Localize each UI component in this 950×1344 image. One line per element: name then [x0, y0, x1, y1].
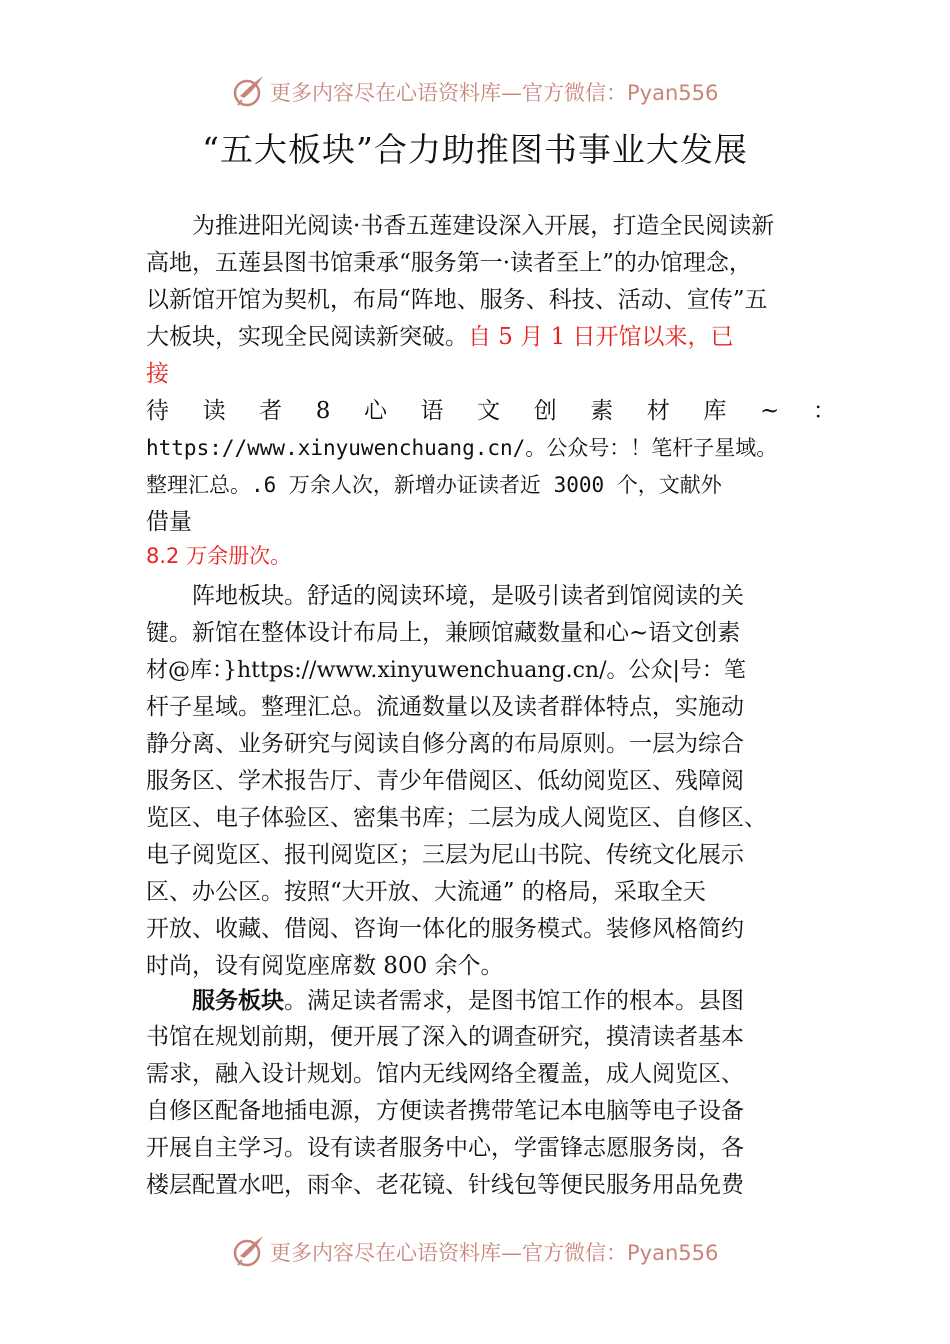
text-line: 大板块，实现全民阅读新突破。自 5 月 1 日开馆以来，已 — [146, 324, 734, 350]
text-line: 借量 — [146, 509, 192, 535]
text-line: 区、办公区。按照“大开放、大流通” 的格局，采取全天 — [146, 879, 706, 905]
spread-char: 读 — [202, 398, 226, 424]
text-line: 接 — [146, 361, 169, 387]
url-line: 材@库：}https://www.xinyuwenchuang.cn/。公众|号：笔 — [146, 658, 746, 683]
banner-text: 更多内容尽在心语资料库—官方微信：Pyan556 — [270, 1241, 719, 1265]
intro-paragraph — [146, 208, 836, 541]
text-line: 服务区、学术报告厅、青少年借阅区、低幼阅览区、残障阅 — [146, 768, 744, 794]
spread-char: ~ — [760, 398, 780, 424]
section-service-paragraph — [146, 982, 836, 1204]
text-line: 高地，五莲县图书馆秉承“服务第一·读者至上”的办馆理念， — [146, 250, 752, 276]
text-line: 览区、电子体验区、密集书库；二层为成人阅览区、自修区、 — [146, 805, 767, 831]
text-line: 整理汇总。.6 万余人次，新增办证读者近 3000 个，文献外 — [146, 473, 722, 497]
text-line: 楼层配置水吧，雨伞、老花镜、针线包等便民服务用品免费 — [146, 1172, 744, 1198]
quill-logo-icon — [232, 74, 266, 110]
text-line: 杆子星域。整理汇总。流通数量以及读者群体特点，实施动 — [146, 694, 744, 720]
intro-highlight: 8.2 万余册次。 — [146, 544, 292, 568]
text-line: 书馆在规划前期，便开展了深入的调查研究，摸清读者基本 — [146, 1024, 744, 1050]
text-line: 静分离、业务研究与阅读自修分离的布局原则。一层为综合 — [146, 731, 744, 757]
spread-char: 者 — [259, 398, 283, 424]
text-line: 开展自主学习。设有读者服务中心，学雷锋志愿服务岗，各 — [146, 1135, 744, 1161]
spread-char: 待 — [146, 398, 169, 424]
spread-char: 材 — [646, 398, 670, 424]
spread-text-line — [146, 393, 836, 430]
text-line: 需求，融入设计规划。馆内无线网络全覆盖，成人阅览区、 — [146, 1061, 744, 1087]
spread-char: 文 — [477, 398, 501, 424]
url-line: https://www.xinyuwenchuang.cn/。公众号：！笔杆子星域。 — [146, 436, 778, 460]
spread-char: 素 — [590, 398, 614, 424]
quill-logo-icon — [232, 1234, 266, 1270]
footer-banner — [0, 1234, 950, 1274]
spread-char: 8 — [315, 398, 331, 424]
text-line: 为推进阳光阅读·书香五莲建设深入开展，打造全民阅读新 — [192, 213, 775, 239]
text-line: 阵地板块。舒适的阅读环境，是吸引读者到馆阅读的关 — [192, 583, 744, 609]
spread-char: ： — [812, 398, 836, 424]
spread-char: 创 — [533, 398, 557, 424]
text-line: 开放、收藏、借阅、咨询一体化的服务模式。装修风格简约 — [146, 916, 744, 942]
text-line: 键。新馆在整体设计布局上，兼顾馆藏数量和心~语文创素 — [146, 620, 741, 646]
page-title: “五大板块”合力助推图书事业大发展 — [202, 130, 748, 169]
text-line: 自修区配备地插电源，方便读者携带笔记本电脑等电子设备 — [146, 1098, 744, 1124]
banner-text: 更多内容尽在心语资料库—官方微信：Pyan556 — [270, 81, 719, 105]
spread-char: 心 — [363, 398, 387, 424]
text-line: 时尚，设有阅览座席数 800 余个。 — [146, 953, 504, 979]
text-line: 以新馆开馆为契机，布局“阵地、服务、科技、活动、宣传”五 — [146, 287, 768, 313]
text-line: 电子阅览区、报刊阅览区；三层为尼山书院、传统文化展示 — [146, 842, 744, 868]
spread-char: 语 — [420, 398, 444, 424]
header-banner — [0, 74, 950, 114]
text-line: 服务板块。满足读者需求，是图书馆工作的根本。县图 — [192, 987, 744, 1014]
section-position-paragraph — [146, 578, 836, 985]
spread-char: 库 — [703, 398, 727, 424]
